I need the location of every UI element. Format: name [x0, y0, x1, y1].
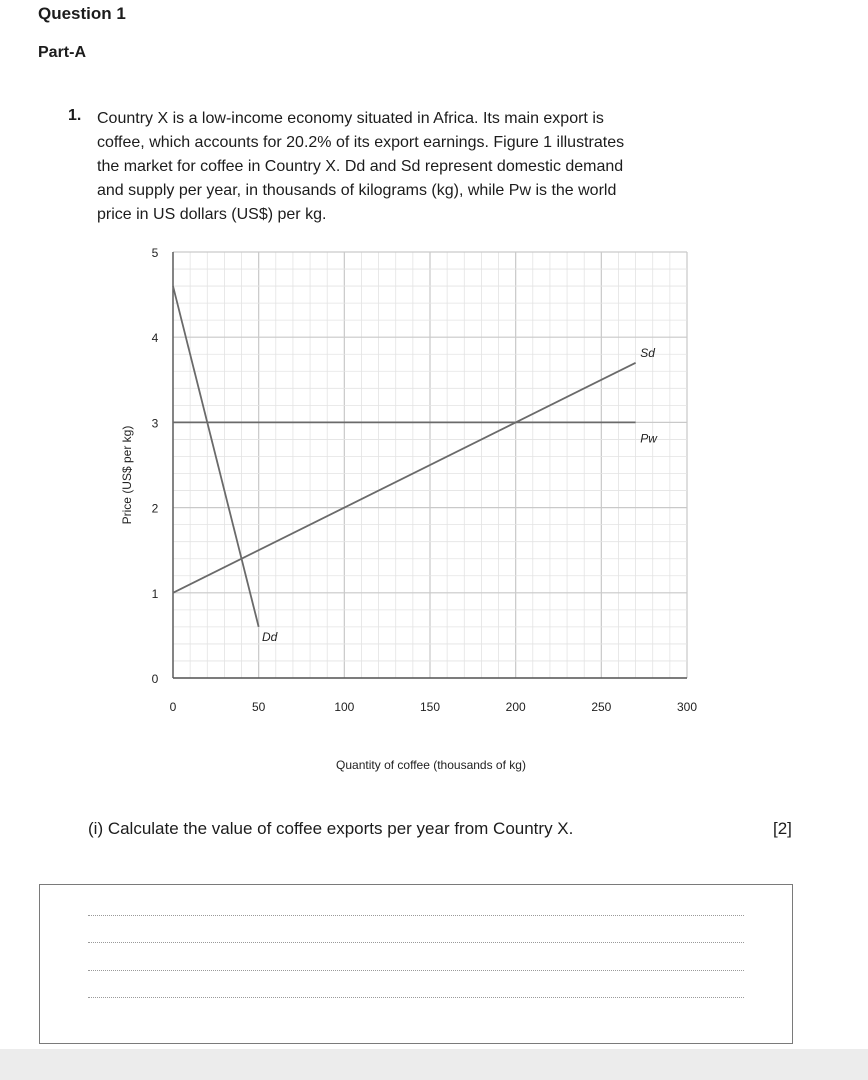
y-tick-label: 0	[151, 672, 159, 686]
marks-label: [2]	[773, 819, 792, 838]
x-axis-label: Quantity of coffee (thousands of kg)	[336, 758, 526, 772]
y-tick-label: 5	[151, 246, 159, 260]
x-tick-label: 0	[169, 700, 177, 714]
question-text-line: coffee, which accounts for 20.2% of its export earnings. Figure 1 illustrates	[97, 134, 625, 151]
series-label-pw: Pw	[640, 431, 657, 446]
answer-line[interactable]	[88, 970, 744, 971]
sub-question-text: (i) Calculate the value of coffee exports per year from Country X.	[88, 819, 574, 838]
series-line-sd	[173, 363, 636, 593]
figure-1-chart	[0, 236, 868, 796]
question-text	[97, 107, 777, 227]
x-tick-label: 300	[676, 700, 698, 714]
answer-box[interactable]	[39, 884, 793, 1044]
answer-line[interactable]	[88, 997, 744, 998]
x-tick-label: 50	[251, 700, 266, 714]
question-number: 1.	[68, 107, 82, 124]
answer-line[interactable]	[88, 915, 744, 916]
series-label-dd: Dd	[261, 629, 278, 644]
question-text-line: Country X is a low-income economy situated in Africa. Its main export is	[97, 110, 604, 127]
y-tick-label: 4	[151, 331, 159, 346]
question-title: Question 1	[38, 4, 126, 23]
answer-line[interactable]	[88, 942, 744, 943]
x-tick-label: 200	[505, 700, 526, 714]
y-tick-label: 3	[151, 416, 159, 431]
page-bottom-edge	[0, 1049, 868, 1080]
y-tick-label: 2	[151, 501, 159, 516]
series-label-sd: Sd	[640, 345, 655, 360]
y-axis-label: Price (US$ per kg)	[120, 425, 134, 525]
x-tick-label: 250	[591, 700, 612, 714]
y-tick-label: 1	[151, 586, 159, 601]
question-text-line: the market for coffee in Country X. Dd and Sd represent domestic demand	[97, 158, 624, 175]
question-text-line: price in US dollars (US$) per kg.	[97, 206, 327, 223]
part-title: Part-A	[38, 44, 87, 61]
x-tick-label: 150	[419, 700, 441, 714]
x-tick-label: 100	[334, 700, 355, 714]
question-text-line: and supply per year, in thousands of kilograms (kg), while Pw is the world	[97, 182, 617, 199]
